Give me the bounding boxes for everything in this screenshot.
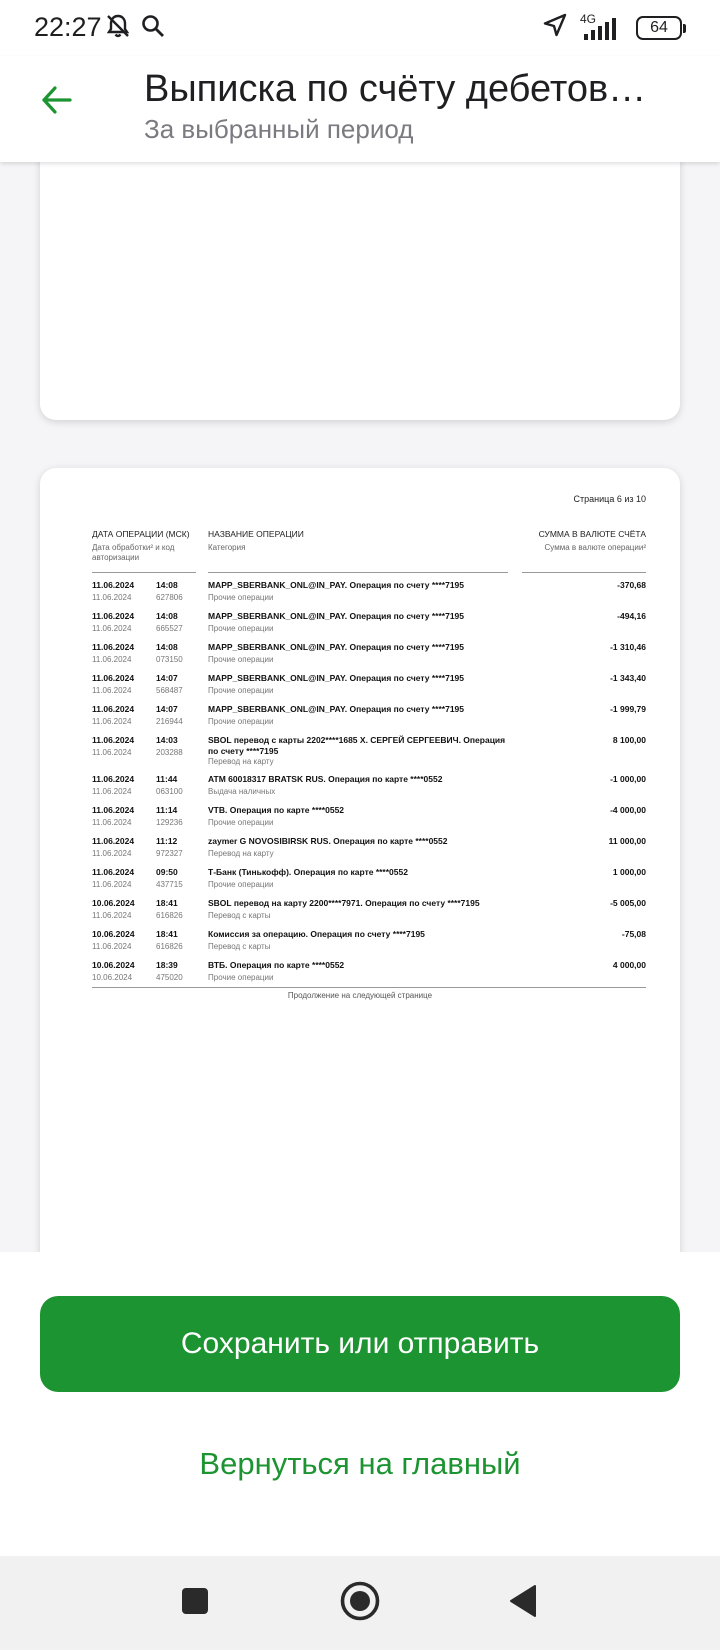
- recents-button[interactable]: [170, 1578, 220, 1628]
- row-category: Перевод с карты: [208, 911, 271, 920]
- network-label: 4G: [580, 11, 597, 26]
- row-date: 11.06.2024: [92, 642, 135, 652]
- table-row: [40, 611, 680, 643]
- system-back-button[interactable]: [498, 1578, 548, 1628]
- row-operation-name: ATM 60018317 BRATSK RUS. Операция по карте ****0552: [208, 774, 443, 784]
- row-processing-date: 10.06.2024: [92, 973, 133, 982]
- row-processing-date: 11.06.2024: [92, 849, 132, 858]
- table-row: [40, 867, 680, 899]
- status-right-icons: [542, 12, 682, 43]
- row-operation-name: ВТБ. Операция по карте ****0552: [208, 960, 345, 970]
- header-divider: [208, 572, 508, 573]
- row-time: 14:08: [156, 580, 178, 590]
- row-processing-date: 11.06.2024: [92, 686, 132, 695]
- row-amount: -370,68: [617, 580, 646, 590]
- column-subheader-name: Категория: [208, 543, 246, 552]
- row-operation-name: VTB. Операция по карте ****0552: [208, 805, 345, 815]
- row-processing-date: 11.06.2024: [92, 942, 132, 951]
- row-date: 11.06.2024: [92, 611, 135, 621]
- table-row: [40, 805, 680, 837]
- row-date: 11.06.2024: [92, 580, 135, 590]
- table-row: [40, 735, 680, 767]
- row-processing-date: 11.06.2024: [92, 880, 132, 889]
- row-processing-date: 11.06.2024: [92, 818, 132, 827]
- row-processing-date: 11.06.2024: [92, 717, 132, 726]
- row-auth-code: 972327: [156, 849, 183, 858]
- row-category: Прочие операции: [208, 686, 274, 695]
- signal-icon: [580, 11, 624, 42]
- row-time: 18:41: [156, 929, 178, 939]
- row-category: Прочие операции: [208, 880, 274, 889]
- row-auth-code: 616826: [156, 942, 183, 951]
- row-date: 11.06.2024: [92, 836, 135, 846]
- row-category: Прочие операции: [208, 818, 274, 827]
- row-processing-date: 11.06.2024: [92, 787, 132, 796]
- row-operation-name: MAPP_SBERBANK_ONL@IN_PAY. Операция по счету ****7195: [208, 580, 465, 590]
- row-category: Прочие операции: [208, 624, 274, 633]
- page-title: Выписка по счёту дебетов…: [144, 68, 647, 110]
- row-date: 11.06.2024: [92, 704, 135, 714]
- header-divider: [522, 572, 646, 573]
- row-amount: -494,16: [617, 611, 646, 621]
- row-time: 14:03: [156, 735, 178, 745]
- row-date: 11.06.2024: [92, 805, 135, 815]
- row-category: Прочие операции: [208, 593, 274, 602]
- column-header-amount: СУММА В ВАЛЮТЕ СЧЁТА: [538, 529, 646, 539]
- row-auth-code: 627806: [156, 593, 183, 602]
- row-time: 14:08: [156, 611, 178, 621]
- circle-icon: [339, 1580, 381, 1627]
- system-nav-bar: [0, 1556, 720, 1650]
- row-processing-date: 11.06.2024: [92, 593, 132, 602]
- row-operation-name: MAPP_SBERBANK_ONL@IN_PAY. Операция по счету ****7195: [208, 611, 465, 621]
- row-auth-code: 665527: [156, 624, 183, 633]
- status-left-icons: [104, 12, 166, 45]
- row-auth-code: 616826: [156, 911, 183, 920]
- row-amount: -1 999,79: [610, 704, 646, 714]
- row-amount: 4 000,00: [612, 960, 646, 970]
- row-category: Прочие операции: [208, 655, 274, 664]
- row-date: 11.06.2024: [92, 774, 135, 784]
- battery-level: 64: [650, 18, 668, 36]
- page-number: Страница 6 из 10: [573, 494, 646, 504]
- document-page-current: [40, 468, 680, 1252]
- square-icon: [180, 1586, 210, 1621]
- row-operation-name: zaymer G NOVOSIBIRSK RUS. Операция по карте ****0552: [208, 836, 448, 846]
- table-row: [40, 774, 680, 806]
- row-operation-name: MAPP_SBERBANK_ONL@IN_PAY. Операция по счету ****7195: [208, 642, 465, 652]
- row-amount: -1 000,00: [610, 774, 646, 784]
- column-header-name: НАЗВАНИЕ ОПЕРАЦИИ: [208, 529, 304, 539]
- back-to-main-link[interactable]: Вернуться на главный: [199, 1446, 521, 1481]
- row-time: 18:39: [156, 960, 178, 970]
- row-date: 10.06.2024: [92, 898, 135, 908]
- row-date: 11.06.2024: [92, 673, 135, 683]
- row-category: Выдача наличных: [208, 787, 276, 796]
- row-time: 09:50: [156, 867, 178, 877]
- search-icon: [140, 13, 166, 44]
- row-operation-name: MAPP_SBERBANK_ONL@IN_PAY. Операция по счету ****7195: [208, 673, 465, 683]
- row-processing-date: 11.06.2024: [92, 624, 132, 633]
- row-time: 14:08: [156, 642, 178, 652]
- table-row: [40, 929, 680, 961]
- location-arrow-icon: [542, 12, 568, 43]
- status-time: 22:27: [34, 12, 102, 42]
- row-processing-date: 11.06.2024: [92, 655, 132, 664]
- table-bottom-divider: [92, 987, 646, 988]
- row-time: 14:07: [156, 673, 178, 683]
- table-row: [40, 673, 680, 705]
- row-amount: -5 005,00: [610, 898, 646, 908]
- row-auth-code: 437715: [156, 880, 183, 889]
- table-row: [40, 836, 680, 868]
- row-operation-name: Т-Банк (Тинькофф). Операция по карте ****0552: [208, 867, 408, 877]
- row-date: 10.06.2024: [92, 960, 135, 970]
- row-auth-code: 129236: [156, 818, 183, 827]
- column-subheader-amount: Сумма в валюте операции²: [544, 543, 646, 552]
- row-auth-code: 073150: [156, 655, 183, 664]
- row-amount: -1 310,46: [610, 642, 646, 652]
- document-viewer[interactable]: [0, 162, 720, 1252]
- table-row: [40, 642, 680, 674]
- continue-note: Продолжение на следующей странице: [287, 991, 433, 1000]
- row-amount: -4 000,00: [610, 805, 646, 815]
- row-operation-name: Комиссия за операцию. Операция по счету ****7195: [208, 929, 425, 939]
- back-button[interactable]: [32, 78, 80, 126]
- row-time: 11:14: [156, 805, 178, 815]
- app-bar: [0, 56, 720, 162]
- row-auth-code: 203288: [156, 748, 183, 757]
- row-operation-name: SBOL перевод на карту 2200****7971. Операция по счету ****7195: [208, 898, 480, 908]
- column-subheader-date: Дата обработки² и код: [92, 543, 175, 552]
- column-subheader-date-2: авторизации: [92, 553, 140, 562]
- header-divider: [92, 572, 196, 573]
- row-date: 10.06.2024: [92, 929, 135, 939]
- arrow-left-icon: [38, 82, 74, 123]
- row-amount: -75,08: [621, 929, 646, 939]
- row-time: 11:12: [156, 836, 178, 846]
- home-button[interactable]: [335, 1578, 385, 1628]
- document-page-previous: [40, 162, 680, 420]
- table-row: [40, 704, 680, 736]
- triangle-back-icon: [507, 1583, 539, 1624]
- row-amount: 1 000,00: [612, 867, 646, 877]
- status-bar: [0, 0, 720, 56]
- row-auth-code: 568487: [156, 686, 183, 695]
- row-auth-code: 216944: [156, 717, 183, 726]
- row-date: 11.06.2024: [92, 867, 135, 877]
- row-amount: 11 000,00: [608, 836, 646, 846]
- row-category: Перевод на карту: [208, 849, 274, 858]
- bell-off-icon: [104, 12, 132, 45]
- row-time: 14:07: [156, 704, 178, 714]
- column-header-date: ДАТА ОПЕРАЦИИ (МСК): [92, 529, 190, 539]
- row-category: Перевод с карты: [208, 942, 271, 951]
- row-processing-date: 11.06.2024: [92, 911, 132, 920]
- page-subtitle: За выбранный период: [144, 114, 414, 144]
- row-operation-name: SBOL перевод с карты 2202****1685 Х. СЕРГЕЙ СЕРГЕЕВИЧ. Операция по счету ****7195: [208, 735, 506, 756]
- row-category: Прочие операции: [208, 973, 274, 982]
- row-auth-code: 475020: [156, 973, 183, 982]
- row-auth-code: 063100: [156, 787, 183, 796]
- row-amount: -1 343,40: [610, 673, 646, 683]
- row-time: 18:41: [156, 898, 178, 908]
- row-operation-name: MAPP_SBERBANK_ONL@IN_PAY. Операция по счету ****7195: [208, 704, 465, 714]
- row-category: Перевод на карту: [208, 757, 274, 766]
- table-row: [40, 580, 680, 612]
- battery-icon: [636, 16, 682, 40]
- row-time: 11:44: [156, 774, 178, 784]
- table-row: [40, 898, 680, 930]
- row-date: 11.06.2024: [92, 735, 135, 745]
- row-processing-date: 11.06.2024: [92, 748, 132, 757]
- row-amount: 8 100,00: [612, 735, 646, 745]
- save-or-send-button[interactable]: Сохранить или отправить: [40, 1296, 680, 1392]
- row-category: Прочие операции: [208, 717, 274, 726]
